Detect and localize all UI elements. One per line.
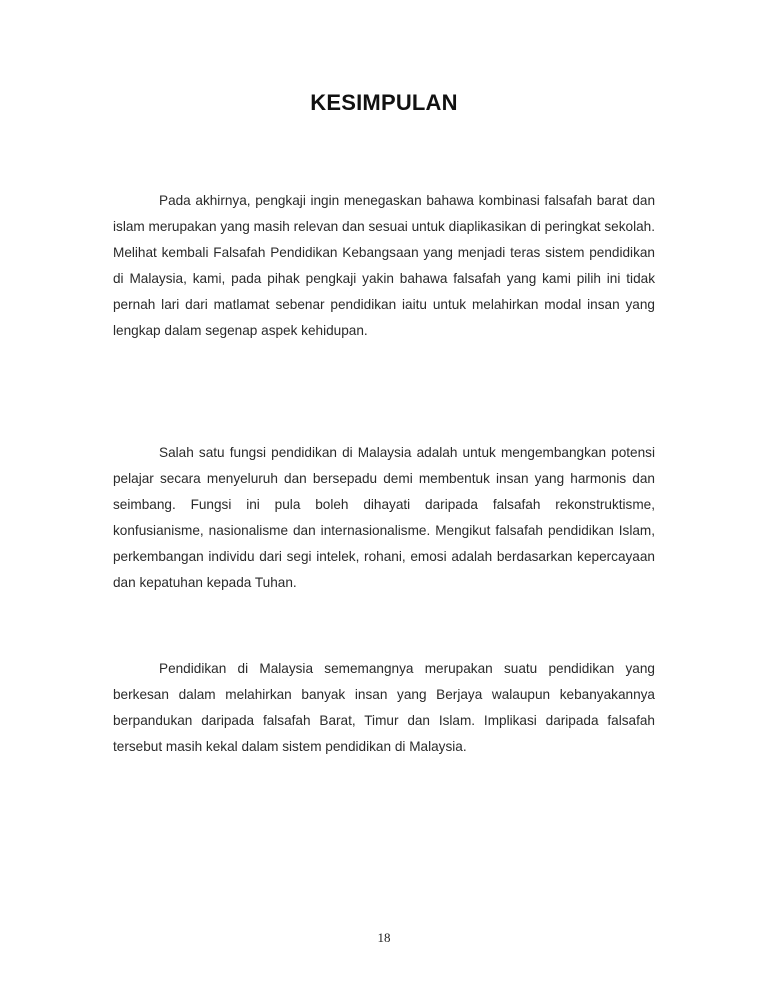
page-number: 18 — [377, 930, 391, 945]
paragraph-3: Pendidikan di Malaysia sememangnya merupakan suatu pendidikan yang berkesan dalam melahirkan banyak insan yang Berjaya walaupun kebanyakannya berpandukan daripada falsafah Barat, Timur dan Islam. Implikasi daripada falsafah tersebut masih kekal dalam sistem pendidikan di Malaysia. — [113, 661, 655, 754]
paragraph-2: Salah satu fungsi pendidikan di Malaysia adalah untuk mengembangkan potensi pelajar secara menyeluruh dan bersepadu demi membentuk insan yang harmonis dan seimbang. Fungsi ini pula boleh dihayati daripada falsafah rekonstruktisme, konfusianisme, nasionalisme dan internasionalisme. Mengikut falsafah pendidikan Islam, perkembangan individu dari segi intelek, rohani, emosi adalah berdasarkan kepercayaan dan kepatuhan kepada Tuhan. — [113, 445, 655, 590]
page-title: KESIMPULAN — [310, 90, 458, 115]
paragraph-1: Pada akhirnya, pengkaji ingin menegaskan bahawa kombinasi falsafah barat dan islam merupakan yang masih relevan dan sesuai untuk diaplikasikan di peringkat sekolah. Melihat kembali Falsafah Pendidikan Kebangsaan yang menjadi teras sistem pendidikan di Malaysia, kami, pada pihak pengkaji yakin bahawa falsafah yang kami pilih ini tidak pernah lari dari matlamat sebenar pendidikan iaitu untuk melahirkan modal insan yang lengkap dalam segenap aspek kehidupan. — [113, 193, 655, 338]
